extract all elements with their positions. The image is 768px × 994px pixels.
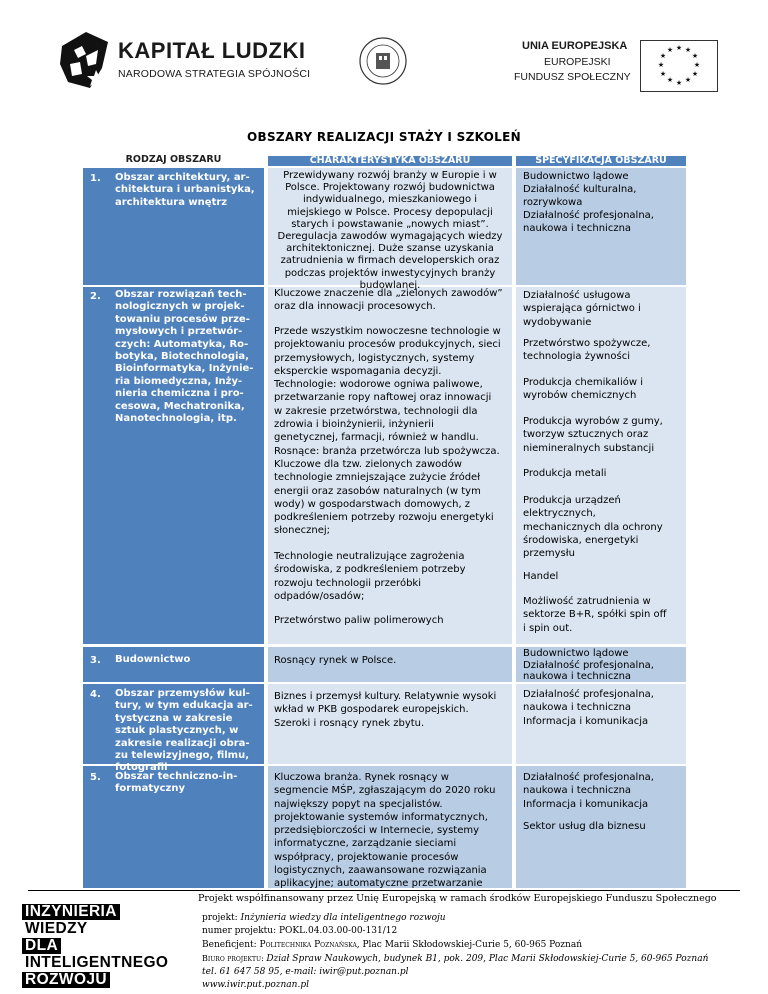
row4-spec-text: Działalność profesjonalna, naukowa i techniczna Informacja i komunikacja — [523, 689, 654, 727]
row5-number: 5. — [90, 772, 101, 783]
footer-beneficiary-line: Beneficjent: Politechnika Poznańska, Plac Marii Skłodowskiej-Curie 5, 60-965 Poznań — [202, 939, 582, 950]
kapital-ludzki-logo-icon — [56, 28, 114, 92]
iwir-logo-word: DLA — [22, 938, 61, 954]
svg-text:★: ★ — [684, 76, 692, 84]
row2-desc-intro: Kluczowe znaczenie dla „zielonych zawodów” oraz dla innowacji procesowych. — [274, 288, 503, 313]
eu-label-line2: EUROPEJSKI — [544, 56, 611, 68]
row1-spec-text: Budownictwo lądowe Działalność kulturalna, rozrywkowa Działalność profesjonalna, naukowa i techniczna — [523, 171, 654, 234]
svg-text:★: ★ — [684, 46, 692, 54]
footer-divider — [28, 890, 740, 891]
row1-number: 1. — [90, 173, 101, 184]
svg-text:★: ★ — [657, 61, 665, 69]
svg-text:★: ★ — [693, 61, 701, 69]
row2-spec-metals: Produkcja metali — [523, 468, 607, 479]
svg-text:★: ★ — [659, 70, 667, 78]
row2-spec-devices: Produkcja urządzeń elektrycznych, mechanicznych dla ochrony środowiska, energetyki przemysłu — [523, 495, 663, 560]
eu-label-line3: FUNDUSZ SPOŁECZNY — [514, 71, 631, 83]
header-label-area: RODZAJ OBSZARU — [83, 155, 264, 166]
row1-desc-text: Przewidywany rozwój branży w Europie i w Polsce. Projektowany rozwój budownictwa indywidualnego, mieszkaniowego i miejskiego w Polsce. Procesy depopulacji starych i powstawanie „nowych miast”. Deregulacja zawodów wymagających wiedzy architektonicznej. Duże szanse uzyskania zatrudnienia w firmach developerskich oraz podczas projektów inwestycyjnych branży budowlanej. — [277, 170, 503, 291]
row4-desc-text: Biznes i przemysł kultury. Relatywnie wysoki wkład w PKB gospodarek europejskich. Szeroki i rosnący rynek zbytu. — [274, 691, 497, 729]
row2-spec-rd: Możliwość zatrudnienia w sektorze B+R, spółki spin off i spin out. — [523, 596, 667, 634]
eu-label-line1: UNIA EUROPEJSKA — [522, 40, 628, 52]
row2-spec-rubber: Produkcja wyrobów z gumy, tworzyw sztucznych oraz niemineralnych substancji — [523, 416, 663, 454]
svg-text:★: ★ — [659, 52, 667, 60]
row3-area-text: Budownictwo — [115, 654, 191, 665]
row3-desc-text: Rosnący rynek w Polsce. — [274, 655, 397, 666]
row2-desc-polymers: Przetwórstwo paliw polimerowych — [274, 615, 444, 626]
row2-spec-chemicals: Produkcja chemikaliów i wyrobów chemicznych — [523, 377, 643, 402]
svg-text:★: ★ — [691, 70, 699, 78]
footer-www-line: www.iwir.put.poznan.pl — [202, 980, 309, 991]
row5-area-text: Obszar techniczno-in- formatyczny — [115, 771, 238, 795]
row2-desc-neutralization: Technologie neutralizujące zagrożenia środowiska, z podkreśleniem potrzeby rozwoju technologii przeróbki odpadów/osadów; — [274, 551, 466, 602]
svg-text:★: ★ — [666, 46, 674, 54]
svg-text:★: ★ — [675, 79, 683, 87]
row2-spec-mining: Działalność usługowa wspierająca górnictwo i wydobywanie — [523, 290, 641, 328]
kapital-ludzki-title: KAPITAŁ LUDZKI — [118, 38, 306, 63]
footer-number-line: numer projektu: POKL.04.03.00-00-131/12 — [202, 926, 398, 937]
row1-area-text: Obszar architektury, ar- chitektura i urbanistyka, architektura wnętrz — [115, 172, 255, 208]
row5-desc-text: Kluczowa branża. Rynek rosnący w segmencie MŚP, zgłaszającym do 2020 roku największy popyt na specjalistów. projektowanie systemów informatycznych, przedsiębiorczości w Internecie, systemy informatyczne, zarządzanie sieciami współpracy, projektowanie procesów logistycznych, zaawansowane rozwiązania aplikacyjne; automatyczne przetwarzanie — [274, 772, 496, 890]
iwir-logo-word: ROZWOJU — [22, 972, 110, 988]
row3-number: 3. — [90, 655, 101, 666]
row2-spec-food: Przetwórstwo spożywcze, technologia żywności — [523, 338, 651, 363]
iwir-logo-word: WIEDZY — [25, 919, 88, 937]
row3-spec-text: Budownictwo lądowe Działalność profesjonalna, naukowa i techniczna — [523, 648, 654, 682]
footer-office-line: Biuro projektu: Dział Spraw Naukowych, budynek B1, pok. 209, Plac Marii Skłodowskiej-Curie 5, 60-965 Poznań — [202, 953, 709, 964]
row2-spec-trade: Handel — [523, 571, 559, 582]
footer-contact-line: tel. 61 647 58 95, e-mail: iwir@put.poznan.pl — [202, 967, 409, 978]
kapital-ludzki-subtitle: NARODOWA STRATEGIA SPÓJNOŚCI — [118, 68, 311, 80]
header-label-desc: CHARAKTERYSTYKA OBSZARU — [309, 155, 471, 166]
document-title: OBSZARY REALIZACJI STAŻY I SZKOLEŃ — [247, 130, 521, 144]
iwir-logo-word: INTELIGENTNEGO — [25, 953, 169, 971]
svg-text:★: ★ — [675, 44, 683, 52]
svg-text:★: ★ — [691, 52, 699, 60]
row2-desc-technologies: Przede wszystkim nowoczesne technologie w projektowaniu procesów produkcyjnych, sieci przemysłowych, logistycznych, systemy eksperckie wspomagania decyzji. Technologie: wodorowe ogniwa paliwowe, przetwarzanie ropy naftowej oraz innowacji w zakresie przetwórstwa, technologii dla zdrowia i bioinżynierii, inżynierii genetycznej, farmacji, również w handlu. Rosnące: branża przetwórcza lub spożywcza. Kluczowe dla tzw. zielonych zawodów technologie zmniejszające zużycie źródeł energii oraz zasobów naturalnych (w tym wody) w gospodarstwach domowych, z podkreśleniem potrzeby rozwoju energetyki słonecznej; — [274, 326, 501, 537]
row5-spec-it: Działalność profesjonalna, naukowa i techniczna Informacja i komunikacja — [523, 772, 654, 810]
row4-number: 4. — [90, 689, 101, 700]
footer-funding-note: Projekt współfinansowany przez Unię Europejską w ramach środków Europejskiego Funduszu Społecznego — [198, 893, 717, 904]
iwir-logo-word: INŻYNIERIA — [22, 904, 120, 920]
footer-project-line: projekt: Inżynieria wiedzy dla inteligentnego rozwoju — [202, 913, 446, 923]
footer-project-info — [202, 912, 708, 993]
eu-flag-icon — [640, 40, 718, 92]
row2-area-text: Obszar rozwiązań tech- nologicznych w projek- towaniu procesów prze- mysłowych i przetwór- czych: Automatyka, Ro- botyka, Biotechnologia, Bioinformatyka, Inżynie- ria biomedyczna, Inży- nieria chemiczna i pro- cesowa, Mechatronika, Nanotechnologia, itp. — [115, 289, 254, 425]
university-seal-icon — [358, 36, 408, 86]
row4-area-text: Obszar przemysłów kul- tury, w tym edukacja ar- tystyczna w zakresie sztuk plastycznych, w zakresie realizacji obra- zu telewizyjnego, filmu, fotografii — [115, 688, 253, 774]
svg-text:★: ★ — [666, 76, 674, 84]
iwir-logo — [22, 903, 198, 988]
row5-spec-business: Sektor usług dla biznesu — [523, 821, 646, 832]
header-label-spec: SPECYFIKACJA OBSZARU — [535, 155, 667, 166]
row2-number: 2. — [90, 291, 101, 302]
